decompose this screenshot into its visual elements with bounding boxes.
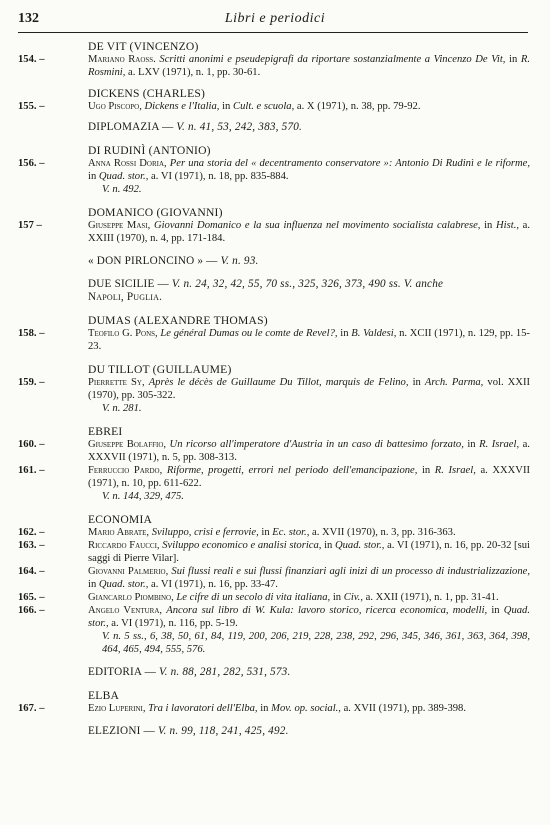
entry-in: in xyxy=(324,540,333,551)
entry-title: Giovanni Domanico e la sua influenza nel movimento socialista calabrese, xyxy=(153,220,481,231)
entry-title: Le cifre di un secolo di vita italiana, xyxy=(176,592,331,603)
entry-citation: a. XVII (1971), pp. 389-398. xyxy=(343,703,467,714)
entry-journal: Cult. e scuola, xyxy=(233,101,295,112)
entry-title: Dickens e l'Italia, xyxy=(144,101,220,112)
entry-in: in xyxy=(467,439,476,450)
entry-title: Per una storia del « decentramento conservatore »: Antonio Di Rudinì e le riforme, xyxy=(169,158,530,169)
cross-reference xyxy=(88,666,550,679)
subject-heading: ECONOMIA xyxy=(88,513,153,526)
entry-in: in xyxy=(412,377,421,388)
ref-see-also: Napoli, Puglia. xyxy=(88,291,163,303)
entry-journal: Ec. stor., xyxy=(272,527,310,538)
ref-label: EDITORIA — xyxy=(88,666,156,678)
entry-citation: a. LXV (1971), n. 1, pp. 30-61. xyxy=(128,67,261,78)
subject-heading: DU TILLOT (GUILLAUME) xyxy=(88,363,232,376)
entry-number: 164. – xyxy=(18,566,45,577)
entry-title-cont: Vincenzo De Vit, xyxy=(433,54,506,65)
entry-title: Le général Dumas ou le comte de Revel?, xyxy=(160,328,338,339)
entry-citation: vol. XXII (1970), pp. 305-322. xyxy=(88,377,531,401)
entry-citation: a. VI (1971), n. 18, pp. 835-884. xyxy=(151,171,289,182)
entry-author: Ugo Piscopo, xyxy=(88,101,142,112)
ref-numbers: V. n. 93. xyxy=(220,255,259,267)
entry-title: Sviluppo, crisi e ferrovie, xyxy=(151,527,259,538)
entry-journal: Civ., xyxy=(343,592,363,603)
entry-citation: a. XXXVII (1971), n. 10, pp. 611-622. xyxy=(88,465,531,489)
entry-author: Ferruccio Pardo, xyxy=(88,465,163,476)
entry-number: 161. – xyxy=(18,465,45,476)
cross-reference xyxy=(88,725,550,738)
page-body xyxy=(0,40,550,738)
entry-author: Angelo Ventura, xyxy=(88,605,163,616)
entry-number: 162. – xyxy=(18,527,45,538)
entry-see-also: V. n. 281. xyxy=(102,403,142,414)
page-header xyxy=(0,0,550,34)
entry-author: Giuseppe Bolaffio, xyxy=(88,439,167,450)
entry-number: 158. – xyxy=(18,328,45,339)
entry-author: Giancarlo Piombino, xyxy=(88,592,174,603)
page-number: 132 xyxy=(18,11,39,26)
entry-number: 165. – xyxy=(18,592,45,603)
entry-title: Tra i lavoratori dell'Elba, xyxy=(148,703,258,714)
running-title: Libri e periodici xyxy=(224,11,326,26)
entry-journal: Quad. stor., xyxy=(98,579,149,590)
ref-label: ELEZIONI — xyxy=(88,725,155,737)
bibliography-entry xyxy=(0,157,550,196)
entry-number: 159. – xyxy=(18,377,45,388)
entry-author: Pierrette Sy, xyxy=(88,377,145,388)
subject-heading: DE VIT (VINCENZO) xyxy=(88,40,199,53)
subject-heading: DUMAS (ALEXANDRE THOMAS) xyxy=(88,314,268,327)
bibliography-entry xyxy=(0,100,550,113)
bibliography-entry xyxy=(0,376,550,415)
entry-journal: B. Valdesi, xyxy=(351,328,397,339)
entry-in: in xyxy=(340,328,349,339)
ref-numbers: V. n. 88, 281, 282, 531, 573. xyxy=(158,666,291,678)
entry-author: Giuseppe Masi, xyxy=(88,220,151,231)
entry-journal: Arch. Parma, xyxy=(424,377,484,388)
entry-citation: a. VI (1971), n. 116, pp. 5-19. xyxy=(111,618,238,629)
entry-journal: R. Israel, xyxy=(434,465,476,476)
ref-label: DIPLOMAZIA — xyxy=(88,121,174,133)
bibliography-entry xyxy=(0,565,550,591)
entry-author: Giovanni Palmerio, xyxy=(88,566,169,577)
header-rule xyxy=(18,32,528,33)
entry-number: 156. – xyxy=(18,158,45,169)
entry-journal: R. Israel, xyxy=(479,439,520,450)
entry-citation: a. VI (1971), n. 16, pp. 20-32 [sui saggi di Pierre Vilar]. xyxy=(88,540,530,564)
ref-numbers: V. n. 24, 32, 42, 55, 70 ss., 325, 326, 373, 490 ss. V. anche xyxy=(171,278,444,290)
entry-number: 157 – xyxy=(18,220,42,231)
entry-title: Après le décès de Guillaume Du Tillot, marquis de Felino, xyxy=(148,377,409,388)
entry-journal: Quad. stor., xyxy=(88,605,530,629)
entry-journal: Mov. op. social., xyxy=(271,703,341,714)
entry-citation: a. X (1971), n. 38, pp. 79-92. xyxy=(296,101,421,112)
entry-number: 167. – xyxy=(18,703,45,714)
cross-reference xyxy=(88,278,550,304)
bibliography-entry xyxy=(0,327,550,353)
entry-citation: a. XXIII (1970), n. 4, pp. 171-184. xyxy=(88,220,531,244)
subject-heading: EBREI xyxy=(88,425,123,438)
entry-title: Scritti anonimi e pseudepigrafi da riportare sostanzialmente a xyxy=(159,54,431,65)
entry-in: in xyxy=(88,171,97,182)
ref-label: « DON PIRLONCINO » — xyxy=(88,255,218,267)
entry-in: in xyxy=(222,101,231,112)
entry-journal: R. Rosmini, xyxy=(88,54,530,78)
entry-in: in xyxy=(491,605,500,616)
entry-citation: n. XCII (1971), n. 129, pp. 15-23. xyxy=(88,328,530,352)
entry-author: Anna Rossi Doria, xyxy=(88,158,167,169)
entry-number: 154. – xyxy=(18,54,45,65)
entry-number: 163. – xyxy=(18,540,45,551)
ref-numbers: V. n. 41, 53, 242, 383, 570. xyxy=(176,121,303,133)
bibliography-entry xyxy=(0,526,550,539)
entry-number: 166. – xyxy=(18,605,45,616)
entry-title: Sui flussi reali e sui flussi finanziari agli inizi di un processo di industrializzazione, xyxy=(171,566,531,577)
bibliography-entry xyxy=(0,591,550,604)
entry-journal: Hist., xyxy=(496,220,519,231)
entry-see-also: V. n. 144, 329, 475. xyxy=(102,491,184,502)
entry-title: Ancora sul libro di W. Kula: lavoro storico, ricerca economica, modelli, xyxy=(166,605,488,616)
cross-reference xyxy=(88,255,550,268)
entry-citation: a. VI (1971), n. 16, pp. 33-47. xyxy=(151,579,278,590)
entry-number: 155. – xyxy=(18,101,45,112)
subject-heading: ELBA xyxy=(88,689,120,702)
bibliography-entry xyxy=(0,604,550,656)
bibliography-entry xyxy=(0,219,550,245)
entry-in: in xyxy=(260,703,269,714)
entry-author: Mario Abrate, xyxy=(88,527,150,538)
entry-in: in xyxy=(509,54,518,65)
entry-journal: Quad. stor., xyxy=(98,171,149,182)
entry-number: 160. – xyxy=(18,439,45,450)
entry-journal: Quad. stor., xyxy=(334,540,385,551)
bibliography-entry xyxy=(0,438,550,464)
entry-in: in xyxy=(332,592,342,603)
ref-numbers: V. n. 99, 118, 241, 425, 492. xyxy=(157,725,289,737)
bibliography-entry xyxy=(0,539,550,565)
entry-title: Sviluppo economico e analisi storica, xyxy=(162,540,322,551)
entry-in: in xyxy=(88,579,97,590)
entry-author: Riccardo Faucci, xyxy=(88,540,160,551)
entry-author: Mariano Raoss. xyxy=(88,54,156,65)
entry-in: in xyxy=(421,465,431,476)
subject-heading: DOMANICO (GIOVANNI) xyxy=(88,206,223,219)
entry-title: Un ricorso all'imperatore d'Austria in un caso di battesimo forzato, xyxy=(169,439,464,450)
bibliography-entry xyxy=(0,464,550,503)
ref-label: DUE SICILIE — xyxy=(88,278,169,290)
subject-heading: DICKENS (CHARLES) xyxy=(88,87,206,100)
entry-citation: a. XVII (1970), n. 3, pp. 316-363. xyxy=(312,527,456,538)
entry-see-also: V. n. 492. xyxy=(102,184,142,195)
bibliography-entry xyxy=(0,53,550,79)
cross-reference xyxy=(88,121,550,134)
entry-title: Riforme, progetti, errori nel periodo dell'emancipazione, xyxy=(166,465,418,476)
bibliography-entry xyxy=(0,702,550,715)
entry-in: in xyxy=(261,527,270,538)
entry-citation: a. XXII (1971), n. 1, pp. 31-41. xyxy=(365,592,499,603)
subject-heading: DI RUDINÌ (ANTONIO) xyxy=(88,144,211,157)
entry-citation: a. XXXVII (1971), n. 5, pp. 308-313. xyxy=(88,439,530,463)
entry-author: Ezio Luperini, xyxy=(88,703,146,714)
entry-in: in xyxy=(484,220,493,231)
entry-see-also: V. n. 5 ss., 6, 38, 50, 61, 84, 119, 200, 206, 219, 228, 238, 292, 296, 345, 346, 361, 363, 364, 398, 464, 465, 494, 555, 576. xyxy=(102,631,530,655)
entry-author: Teofilo G. Pons, xyxy=(88,328,158,339)
